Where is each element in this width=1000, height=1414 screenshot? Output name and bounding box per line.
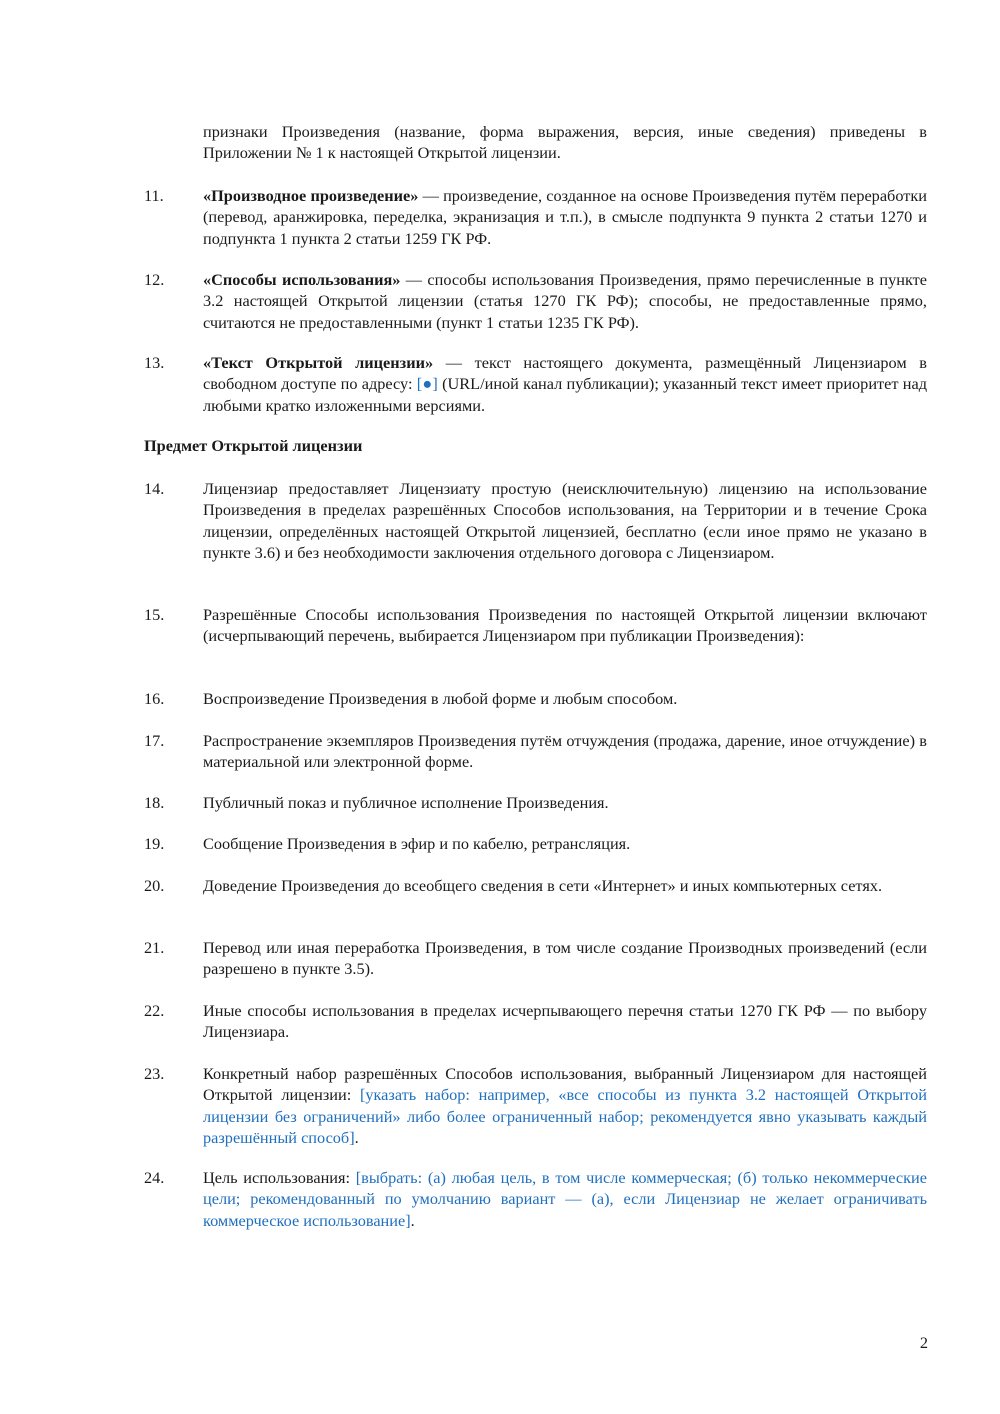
item-number: 22. — [144, 1001, 165, 1020]
item-text: Публичный показ и публичное исполнение Произведения. — [203, 793, 609, 812]
item-text: Воспроизведение Произведения в любой форме и любым способом. — [203, 689, 678, 708]
item-number: 15. — [144, 605, 165, 624]
url-placeholder: [●] — [416, 374, 438, 394]
fill-in-placeholder: [указать набор: например, «все способы из пункта 3.2 настоящей Открытой лицензии без ограничений» либо более ограниченный набор; рекомендуется явно указывать каждый разрешённый способ] — [203, 1085, 927, 1147]
fill-in-placeholder: [выбрать: (а) любая цель, в том числе коммерческая; (б) только некоммерческие цели; рекомендованный по умолчанию вариант — (а), если Лицензиар не желает ограничивать коммерческое использование] — [203, 1168, 927, 1230]
item-number: 16. — [144, 689, 165, 708]
item-number: 17. — [144, 731, 165, 750]
item-number: 13. — [144, 353, 165, 372]
item-text: Лицензиар предоставляет Лицензиату простую (неисключительную) лицензию на использование Произведения в пределах разрешённых Способов использования, на Территории и в течение Срока лицензии, определённых настоящей Открытой лицензией, бесплатно (если иное прямо не указано в пункте 3.6) и без необходимости заключения отдельного договора с Лицензиаром. — [203, 479, 927, 562]
item-text: «Текст Открытой лицензии» — текст настоящего документа, размещённый Лицензиаром в свободном доступе по адресу: [●] (URL/иной канал публикации); указанный текст имеет приоритет над любыми кратко изложенными версиями. — [203, 353, 927, 415]
item-text: «Производное произведение» — произведение, созданное на основе Произведения путём переработки (перевод, аранжировка, переделка, экранизация и т.п.), в смысле подпункта 9 пункта 2 статьи 1270 и подпункта 1 пункта 2 статьи 1259 ГК РФ. — [203, 186, 927, 248]
item-number: 24. — [144, 1168, 165, 1187]
item-text: Сообщение Произведения в эфир и по кабелю, ретрансляция. — [203, 834, 631, 853]
page-number: 2 — [919, 1333, 928, 1352]
defined-term: «Текст Открытой лицензии» — [203, 353, 434, 372]
item-text: Распространение экземпляров Произведения путём отчуждения (продажа, дарение, иное отчуждение) в материальной или электронной форме. — [203, 731, 927, 772]
defined-term: «Производное произведение» — [203, 186, 419, 205]
section-heading: Предмет Открытой лицензии — [144, 436, 363, 455]
defined-term: «Способы использования» — [203, 270, 401, 289]
item-number: 19. — [144, 834, 165, 853]
item-text: Конкретный набор разрешённых Способов использования, выбранный Лицензиаром для настоящей Открытой лицензии: [указать набор: например, «все способы из пункта 3.2 настоящей Открытой лицензии без ограничений» либо более ограниченный набор; рекомендуется явно указывать каждый разрешённый способ]. — [203, 1064, 927, 1147]
item-number: 11. — [144, 186, 164, 205]
item-number: 23. — [144, 1064, 165, 1083]
item-text: Разрешённые Способы использования Произведения по настоящей Открытой лицензии включают (исчерпывающий перечень, выбирается Лицензиаром при публикации Произведения): — [203, 605, 927, 646]
item-text: Перевод или иная переработка Произведения, в том числе создание Производных произведений (если разрешено в пункте 3.5). — [203, 938, 927, 979]
item-text: Иные способы использования в пределах исчерпывающего перечня статьи 1270 ГК РФ — по выбору Лицензиара. — [203, 1001, 927, 1042]
continuation-paragraph: признаки Произведения (название, форма выражения, версия, иные сведения) приведены в Приложении № 1 к настоящей Открытой лицензии. — [203, 122, 927, 163]
item-text: Цель использования: [выбрать: (а) любая цель, в том числе коммерческая; (б) только некоммерческие цели; рекомендованный по умолчанию вариант — (а), если Лицензиар не желает ограничивать коммерческое использование]. — [203, 1168, 927, 1230]
item-number: 18. — [144, 793, 165, 812]
item-number: 20. — [144, 876, 165, 895]
item-number: 14. — [144, 479, 165, 498]
item-text: «Способы использования» — способы использования Произведения, прямо перечисленные в пункте 3.2 настоящей Открытой лицензии (статья 1270 ГК РФ); способы, не предоставленные прямо, считаются не предоставленными (пункт 1 статьи 1235 ГК РФ). — [203, 270, 927, 332]
item-text: Доведение Произведения до всеобщего сведения в сети «Интернет» и иных компьютерных сетях. — [203, 876, 883, 895]
item-number: 21. — [144, 938, 165, 957]
item-number: 12. — [144, 270, 165, 289]
